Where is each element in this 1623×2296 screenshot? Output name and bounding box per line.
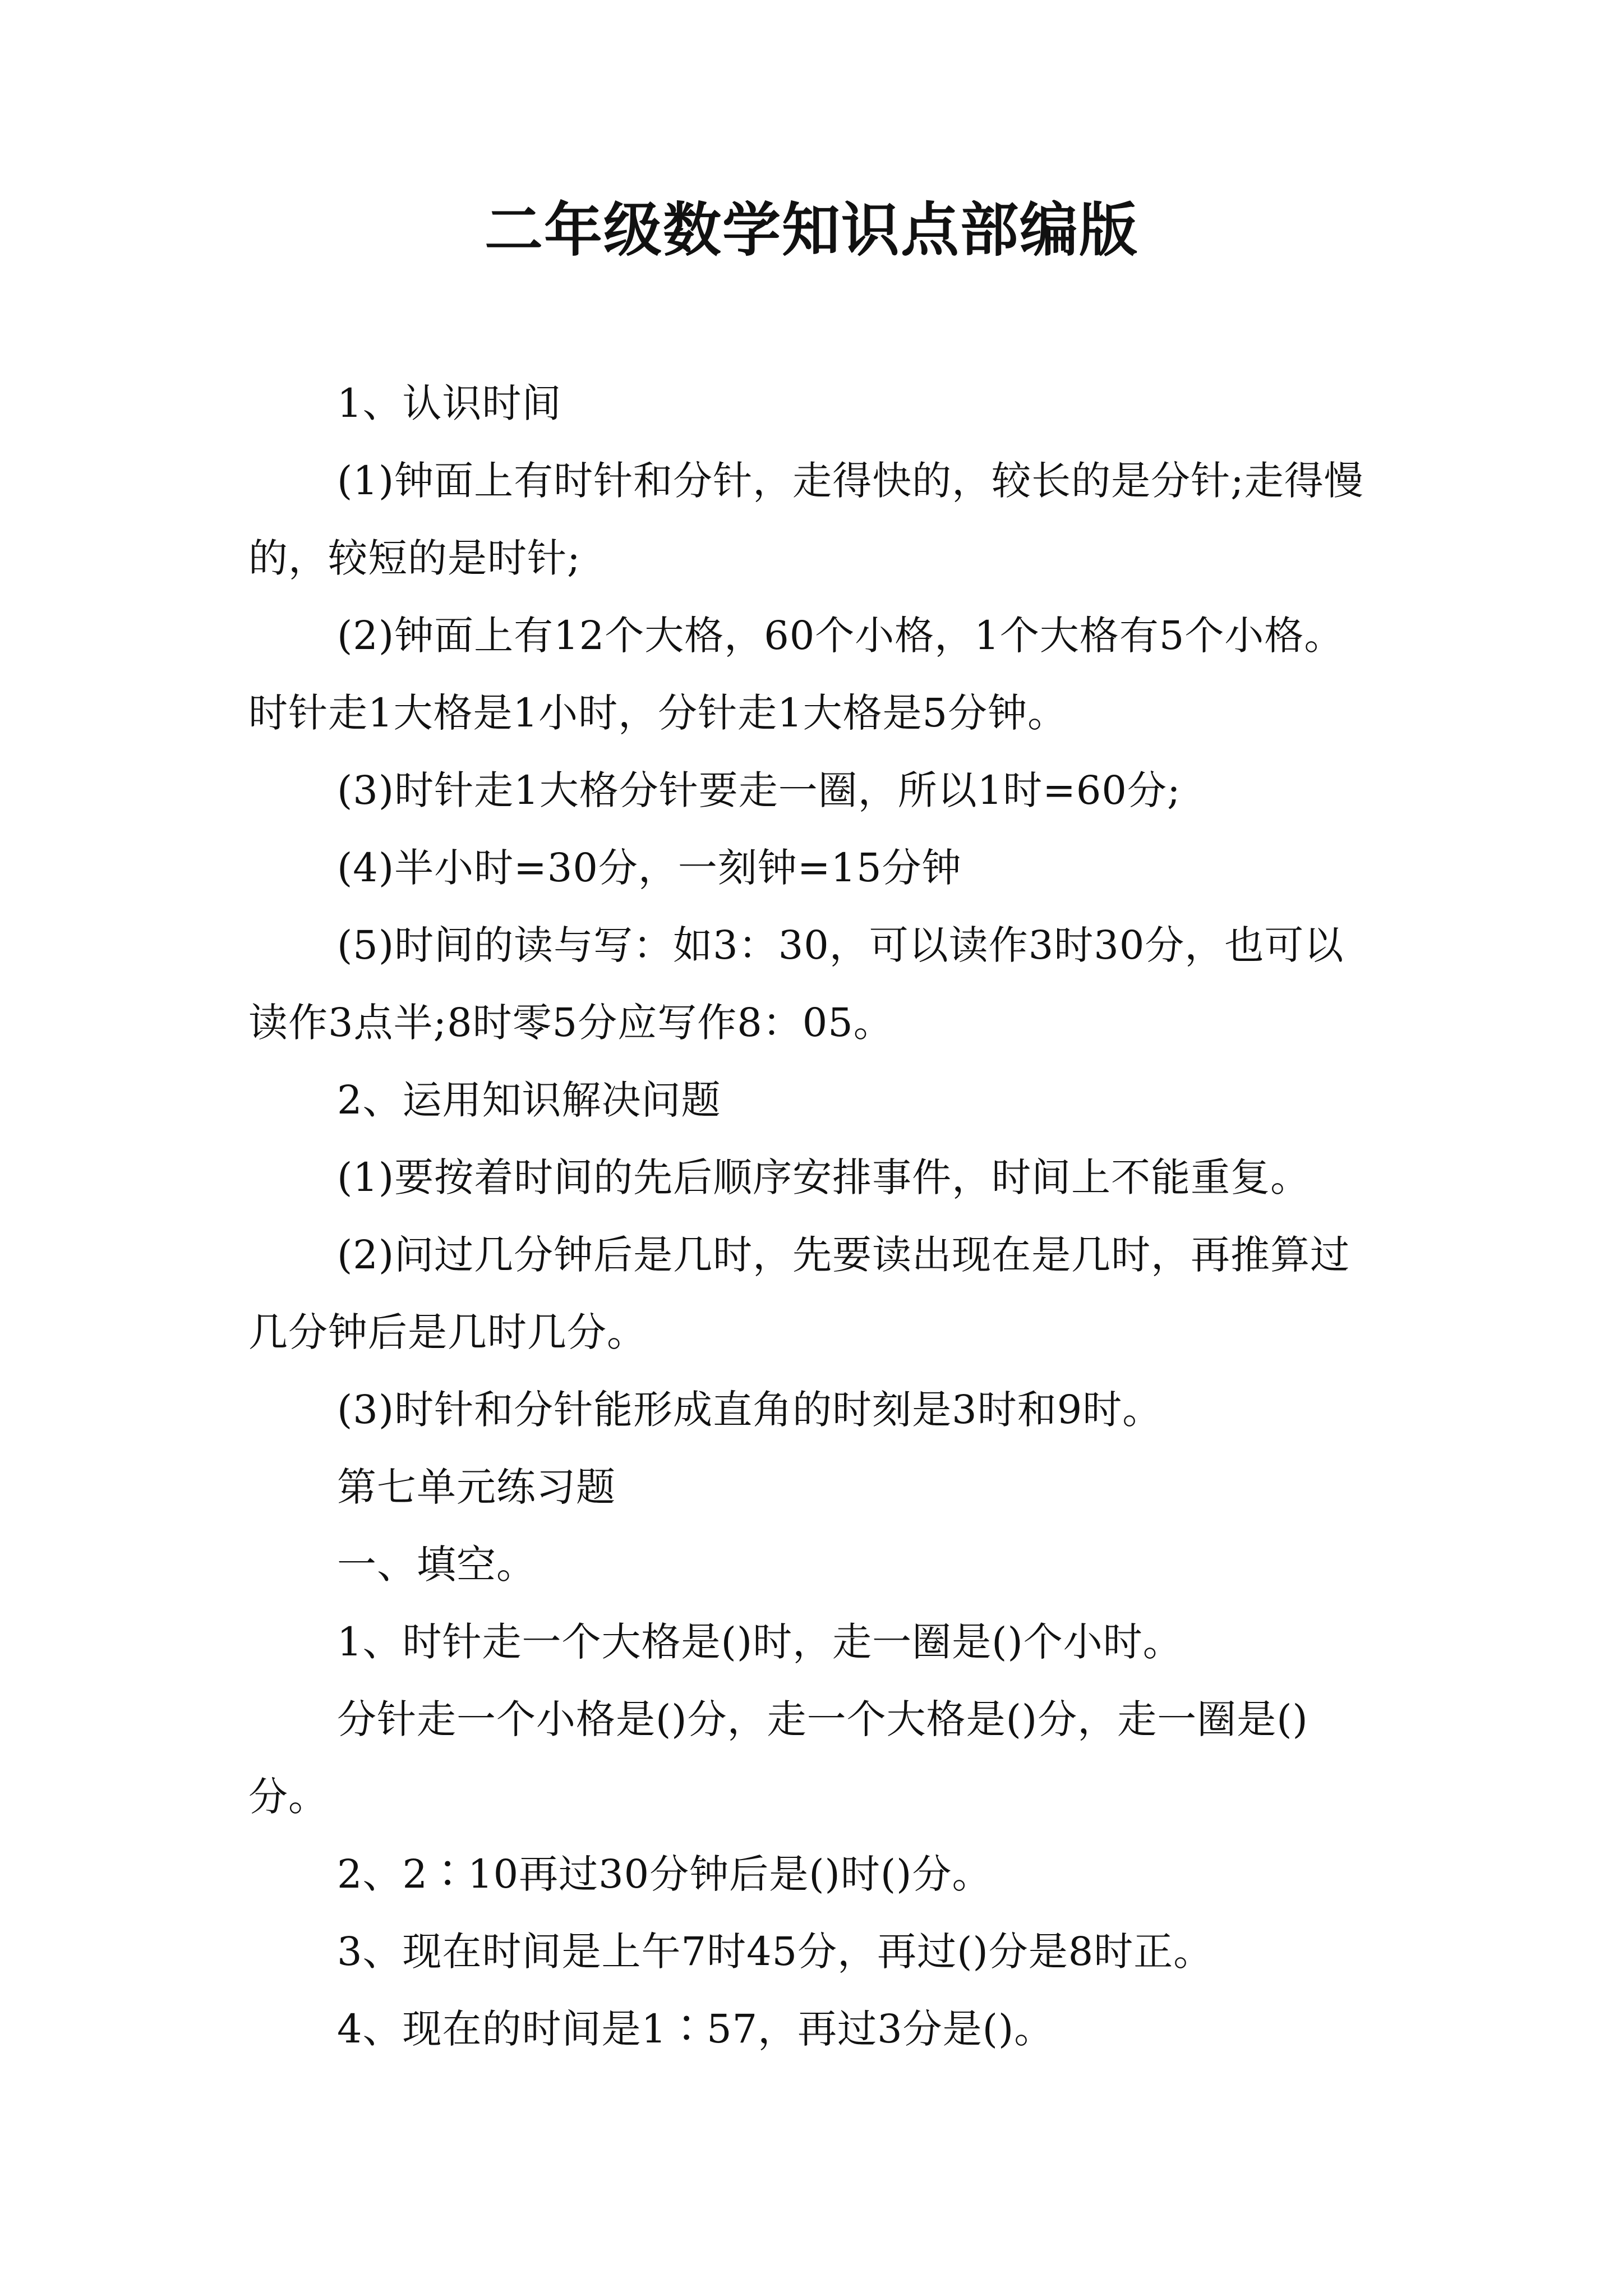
paragraph-2: (1)钟面上有时针和分针，走得快的，较长的是分针;走得慢的，较短的是时针; xyxy=(248,458,1364,581)
paragraph-11: 第七单元练习题 xyxy=(337,1464,616,1510)
document-body xyxy=(248,365,1381,2068)
paragraph-16: 3、现在时间是上午7时45分，再过()分是8时正。 xyxy=(337,1929,1214,1975)
paragraph-8: (1)要按着时间的先后顺序安排事件，时间上不能重复。 xyxy=(337,1154,1311,1200)
paragraph-15: 2、2∶10再过30分钟后是()时()分。 xyxy=(337,1851,992,1897)
paragraph-4: (3)时针走1大格分针要走一圈，所以1时=60分; xyxy=(337,767,1181,813)
paragraph-13: 1、时针走一个大格是()时，走一圈是()个小时。 xyxy=(337,1619,1183,1665)
paragraph-12: 一、填空。 xyxy=(337,1542,536,1588)
paragraph-6: (5)时间的读与写：如3：30，可以读作3时30分，也可以读作3点半;8时零5分应写作8：05。 xyxy=(248,922,1344,1046)
paragraph-9: (2)问过几分钟后是几时，先要读出现在是几时，再推算过几分钟后是几时几分。 xyxy=(248,1232,1350,1355)
paragraph-10: (3)时针和分针能形成直角的时刻是3时和9时。 xyxy=(337,1387,1163,1433)
paragraph-7: 2、运用知识解决问题 xyxy=(337,1077,721,1123)
paragraph-17: 4、现在的时间是1∶57，再过3分是()。 xyxy=(337,2006,1054,2052)
document-title: 二年级数学知识点部编版 xyxy=(484,195,1138,264)
paragraph-5: (4)半小时=30分，一刻钟=15分钟 xyxy=(337,845,962,891)
paragraph-14: 分针走一个小格是()分，走一个大格是()分，走一圈是()分。 xyxy=(248,1696,1308,1820)
paragraph-3: (2)钟面上有12个大格，60个小格，1个大格有5个小格。时针走1大格是1小时，分针走1大格是5分钟。 xyxy=(248,613,1344,736)
paragraph-1: 1、认识时间 xyxy=(337,380,562,426)
